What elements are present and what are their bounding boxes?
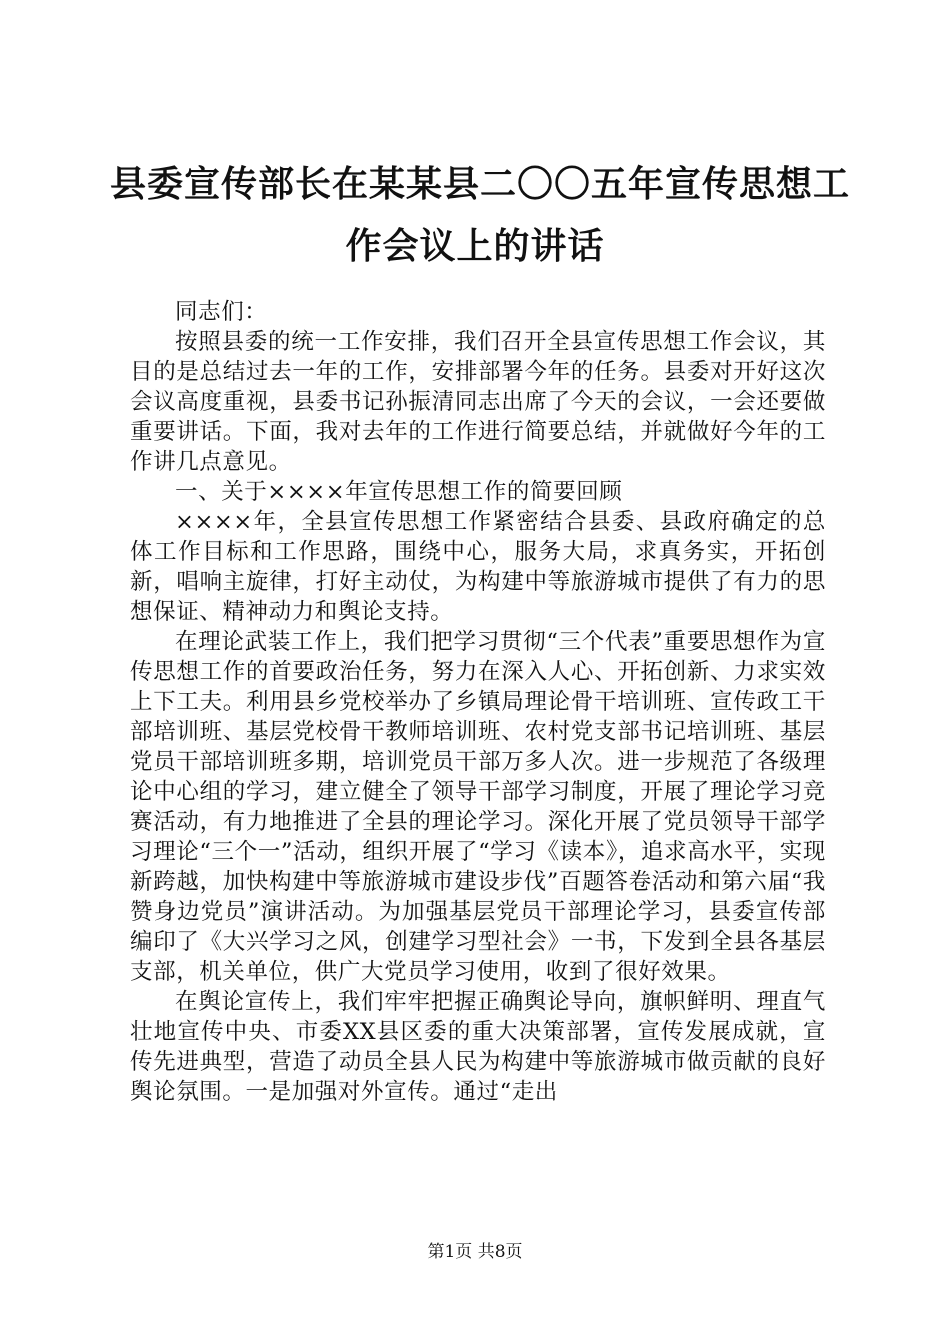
page-number: 第1页 共8页 (427, 1242, 523, 1262)
document-body (130, 297, 826, 1107)
section-heading: 一、关于××××年宣传思想工作的简要回顾 (175, 479, 623, 505)
salutation: 同志们： (175, 299, 268, 325)
paragraph-review: ××××年，全县宣传思想工作紧密结合县委、县政府确定的总体工作目标和工作思路，围绕中心，服务大局，求真务实，开拓创新，唱响主旋律，打好主动仗，为构建中等旅游城市提供了有力的思想保证、精神动力和舆论支持。 (130, 509, 826, 625)
paragraph-publicity: 在舆论宣传上，我们牢牢把握正确舆论导向，旗帜鲜明、理直气壮地宣传中央、市委XX县区委的重大决策部署，宣传发展成就，宣传先进典型，营造了动员全县人民为构建中等旅游城市做贡献的良好舆论氛围。一是加强对外宣传。通过“走出 (130, 989, 826, 1105)
document-title-line-1: 县委宣传部长在某某县二〇〇五年宣传思想工 (110, 163, 851, 205)
paragraph-intro: 按照县委的统一工作安排，我们召开全县宣传思想工作会议，其目的是总结过去一年的工作，安排部署今年的任务。县委对开好这次会议高度重视，县委书记孙振清同志出席了今天的会议，一会还要做重要讲话。下面，我对去年的工作进行简要总结，并就做好今年的工作讲几点意见。 (130, 329, 826, 475)
document-title-line-2: 作会议上的讲话 (345, 225, 605, 267)
paragraph-theory: 在理论武装工作上，我们把学习贯彻“三个代表”重要思想作为宣传思想工作的首要政治任务，努力在深入人心、开拓创新、力求实效上下工夫。利用县乡党校举办了乡镇局理论骨干培训班、宣传政工干部培训班、基层党校骨干教师培训班、农村党支部书记培训班、基层党员干部培训班多期，培训党员干部万多人次。进一步规范了各级理论中心组的学习，建立健全了领导干部学习制度，开展了理论学习竞赛活动，有力地推进了全县的理论学习。深化开展了党员领导干部学习理论“三个一”活动，组织开展了“学习《读本》，追求高水平，实现新跨越，加快构建中等旅游城市建设步伐”百题答卷活动和第六届“我赞身边党员”演讲活动。为加强基层党员干部理论学习，县委宣传部编印了《大兴学习之风，创建学习型社会》一书，下发到全县各基层支部，机关单位，供广大党员学习使用，收到了很好效果。 (130, 629, 826, 985)
